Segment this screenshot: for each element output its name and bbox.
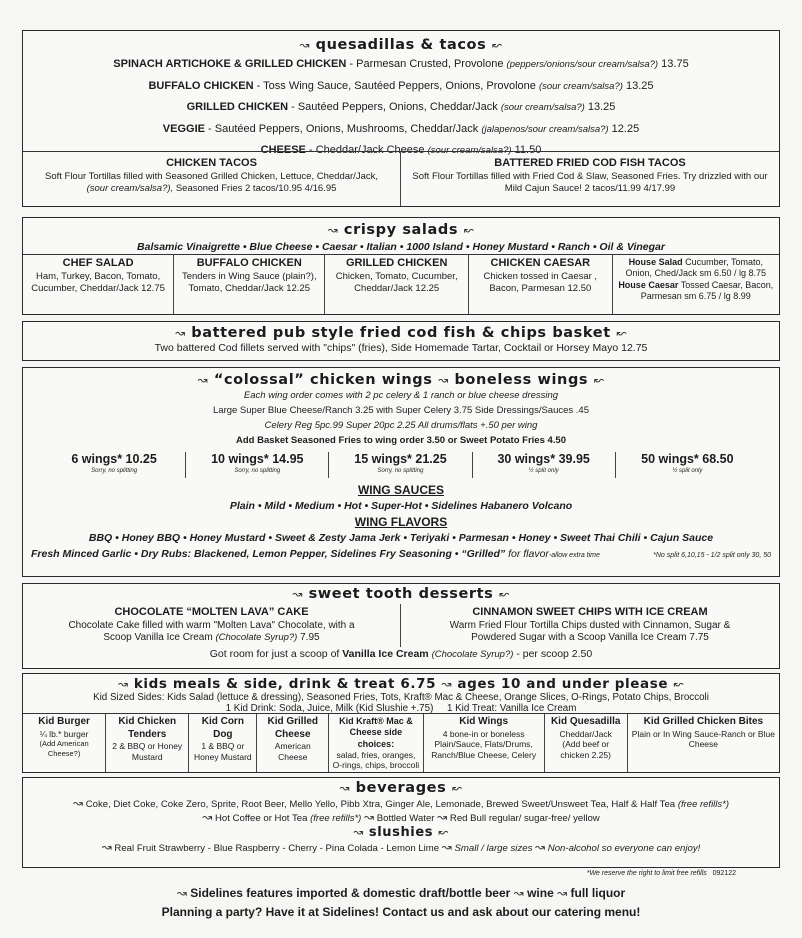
red-bull: Red Bull regular/ sugar-free/ yellow bbox=[449, 813, 600, 824]
beverages-line-2 bbox=[23, 810, 779, 824]
section-title: kids meals & side, drink & treat 6.75 bbox=[133, 676, 437, 692]
dressing-list: Balsamic Vinaigrette • Blue Cheese • Caesar • Italian • 1000 Island • Honey Mustard • Ranch • Oil & Vinegar bbox=[137, 241, 665, 253]
wing-size bbox=[473, 452, 616, 478]
beer-note: Sidelines features imported & domestic draft/bottle beer bbox=[190, 886, 511, 900]
item-price: 12.25 bbox=[611, 122, 640, 135]
ornament-icon: ↝ bbox=[437, 810, 448, 824]
scoop-line bbox=[23, 648, 779, 660]
wing-size-label: 50 wings* 68.50 bbox=[641, 452, 734, 466]
item-name: Kid Corn Dog bbox=[201, 716, 244, 740]
taco-item bbox=[401, 152, 779, 206]
ornament-icon: ↝ bbox=[176, 886, 187, 900]
item-desc: Warm Fried Flour Tortilla Chips dusted with Cinnamon, Sugar & bbox=[449, 619, 731, 631]
ornament-icon: ↜ bbox=[492, 38, 503, 52]
wing-size-note: ½ split only bbox=[672, 467, 703, 474]
ornament-icon: ↜ bbox=[499, 587, 510, 601]
item-name: BUFFALO CHICKEN bbox=[148, 79, 254, 92]
ornament-icon: ↝ bbox=[441, 677, 453, 691]
salad-item bbox=[23, 255, 174, 314]
wing-flavors-line-2 bbox=[23, 546, 779, 564]
ornament-icon: ↝ bbox=[299, 38, 310, 52]
ornament-icon: ↜ bbox=[616, 326, 628, 340]
item-name: Kid Quesadilla bbox=[550, 716, 621, 727]
hot-drinks: Hot Coffee or Hot Tea bbox=[215, 813, 308, 824]
item-note: (Add beef or chicken 2.25) bbox=[560, 739, 611, 760]
quesadillas-section bbox=[22, 30, 780, 207]
item-desc: Chocolate Cake filled with warm "Molten Lava" Chocolate, with a bbox=[68, 619, 355, 631]
item-price: Mild Cajun Sauce! 2 tacos/11.99 4/17.99 bbox=[504, 182, 676, 194]
item-desc: Sautéed Peppers, Onions, Cheddar/Jack bbox=[297, 101, 498, 113]
kid-item bbox=[189, 714, 257, 772]
section-title: “colossal” chicken wings bbox=[213, 372, 433, 388]
section-title: quesadillas & tacos bbox=[315, 37, 487, 53]
slushie-note: Non-alcohol so everyone can enjoy! bbox=[547, 843, 701, 854]
wings-heading bbox=[23, 372, 779, 388]
item-desc: Cheddar/Jack bbox=[559, 728, 612, 739]
menu-item: SPINACH ARTICHOKE & GRILLED CHICKEN - Parmesan Crusted, Provolone (peppers/onions/sour cream/salsa?) 13.75 bbox=[113, 58, 689, 70]
menu-item: GRILLED CHICKEN - Sautéed Peppers, Onions, Cheddar/Jack (sour cream/salsa?) 13.25 bbox=[186, 101, 616, 113]
kid-item bbox=[257, 714, 329, 772]
item-desc: 4 bone-in or boneless Plain/Sauce, Flats/Drums, Ranch/Blue Cheese, Celery bbox=[431, 728, 537, 760]
item-note: (Add American Cheese?) bbox=[39, 739, 89, 758]
item-desc: Tossed Caesar, Bacon, Parmesan sm 6.75 / lg 8.99 bbox=[640, 279, 774, 301]
refill-disclaimer-text: *We reserve the right to limit free refills bbox=[586, 870, 707, 877]
item-name: SPINACH ARTICHOKE & GRILLED CHICKEN bbox=[113, 58, 347, 70]
item-desc: Cheddar/Jack Cheese bbox=[315, 144, 425, 156]
item-options: (sour cream/salsa?) bbox=[500, 102, 585, 113]
house-salad bbox=[616, 257, 776, 280]
slushies-line bbox=[23, 840, 779, 854]
salads-section bbox=[22, 217, 780, 315]
item-desc: Toss Wing Sauce, Sautéed Peppers, Onions, Provolone bbox=[263, 79, 536, 92]
beverages-section bbox=[22, 777, 780, 868]
salads-heading bbox=[23, 222, 779, 238]
section-title-2: ages 10 and under please bbox=[457, 676, 669, 692]
wings-line: Celery Reg 5pc.99 Super 20pc 2.25 All drums/flats +.50 per wing bbox=[264, 420, 538, 431]
fish-heading bbox=[23, 325, 779, 341]
item-desc: Soft Flour Tortillas filled with Seasoned Grilled Chicken, Lettuce, Cheddar/Jack, bbox=[44, 170, 378, 182]
footer-line-1 bbox=[0, 884, 802, 903]
liquor-note: full liquor bbox=[570, 886, 626, 900]
item-price: Seasoned Fries 2 tacos/10.95 4/16.95 bbox=[175, 182, 337, 194]
wings-section bbox=[22, 367, 780, 577]
item-options: (Chocolate Syrup?) bbox=[215, 632, 298, 644]
item-price: 7.95 bbox=[300, 632, 320, 644]
ornament-icon: ↝ bbox=[72, 796, 84, 810]
ornament-icon: ↝ bbox=[513, 886, 524, 900]
beverages-line-1 bbox=[23, 796, 779, 810]
ornament-icon: ↜ bbox=[463, 223, 475, 237]
wing-flavors-list: BBQ • Honey BBQ • Honey Mustard • Sweet & Zesty Jama Jerk • Teriyaki • Parmesan • Honey • Sweet Thai Chili • Cajun Sauce bbox=[88, 532, 714, 544]
ornament-icon: ↜ bbox=[673, 677, 685, 691]
wing-size-note: Sorry, no splitting bbox=[234, 467, 281, 474]
bottled-water: Bottled Water bbox=[376, 813, 435, 824]
kids-row bbox=[23, 713, 779, 772]
section-title: crispy salads bbox=[343, 222, 459, 238]
ornament-icon: ↝ bbox=[197, 373, 209, 387]
wing-size bbox=[616, 452, 759, 478]
wings-line: Add Basket Seasoned Fries to wing order 3.50 or Sweet Potato Fries 4.50 bbox=[236, 435, 566, 446]
wing-sauces-heading: WING SAUCES bbox=[357, 483, 444, 497]
ornament-icon: ↜ bbox=[593, 373, 605, 387]
item-desc-text: Scoop Vanilla Ice Cream bbox=[103, 632, 213, 644]
kids-sides: Kid Sized Sides: Kids Salad (lettuce & dressing), Seasoned Fries, Tots, Kraft® Mac & Cheese, Orange Slices, O-Rings, Potato Chips, Broccoli bbox=[93, 692, 709, 703]
wing-size bbox=[43, 452, 186, 478]
wing-size-label: 30 wings* 39.95 bbox=[497, 452, 590, 466]
item-desc: American Cheese bbox=[274, 741, 311, 762]
dessert-item bbox=[401, 604, 779, 647]
item-desc: Plain or In Wing Sauce-Ranch or Blue Cheese bbox=[631, 728, 775, 750]
tacos-row bbox=[23, 151, 779, 206]
wing-sauces bbox=[23, 482, 779, 546]
menu-item: VEGGIE - Sautéed Peppers, Onions, Mushrooms, Cheddar/Jack (jalapenos/sour cream/salsa?) 12.25 bbox=[162, 122, 640, 135]
ornament-icon: ↝ bbox=[117, 677, 129, 691]
ornament-icon: ↝ bbox=[202, 810, 213, 824]
item-desc: ¼ lb.* burger bbox=[39, 728, 89, 739]
wing-sizes bbox=[43, 452, 759, 478]
item-desc: Sautéed Peppers, Onions, Mushrooms, Cheddar/Jack bbox=[214, 122, 479, 135]
house-salad-item bbox=[613, 255, 779, 314]
item-price: 13.25 bbox=[587, 101, 616, 113]
item-name: House Caesar bbox=[618, 279, 679, 290]
item-name: Kid Kraft® Mac & Cheese side choices: bbox=[339, 716, 413, 749]
item-options: (jalapenos/sour cream/salsa?) bbox=[481, 123, 609, 135]
fish-section bbox=[22, 321, 780, 361]
item-desc: Parmesan Crusted, Provolone bbox=[356, 58, 504, 70]
wings-info bbox=[23, 388, 779, 448]
desserts-heading bbox=[23, 586, 779, 602]
kid-item bbox=[545, 714, 628, 772]
item-name: CINNAMON SWEET CHIPS WITH ICE CREAM bbox=[472, 606, 708, 618]
item-name: CHEESE bbox=[260, 144, 306, 156]
wing-flavors-heading: WING FLAVORS bbox=[354, 515, 448, 529]
item-desc-2 bbox=[26, 632, 397, 645]
ornament-icon: ↜ bbox=[438, 825, 449, 839]
item-desc: Ham, Turkey, Bacon, Tomato, Cucumber, Cheddar/Jack 12.75 bbox=[31, 270, 165, 294]
item-options: (peppers/onions/sour cream/salsa?) bbox=[506, 59, 659, 70]
wing-size-label: 6 wings* 10.25 bbox=[71, 452, 157, 466]
kid-item bbox=[329, 714, 424, 772]
ornament-icon: ↝ bbox=[557, 886, 568, 900]
item-name: Kid Grilled Chicken Bites bbox=[643, 716, 764, 727]
ornament-icon: ↝ bbox=[339, 781, 350, 795]
wing-size-label: 15 wings* 21.25 bbox=[354, 452, 447, 466]
footer-line-2: Planning a party? Have it at Sidelines! Contact us and ask about our catering menu! bbox=[161, 905, 641, 919]
kids-heading bbox=[23, 676, 779, 692]
refill-note: (free refills*) bbox=[310, 813, 362, 824]
item-name: CHICKEN TACOS bbox=[166, 157, 257, 169]
menu-item: CHEESE - Cheddar/Jack Cheese (sour cream/salsa?) 11.50 bbox=[260, 144, 542, 156]
item-options: (sour cream/salsa?), bbox=[86, 182, 174, 194]
salad-item bbox=[174, 255, 325, 314]
salad-row bbox=[23, 254, 779, 314]
item-desc: Chicken, Tomato, Cucumber, Cheddar/Jack 12.25 bbox=[335, 270, 458, 294]
footer bbox=[0, 884, 802, 922]
scoop-item: Vanilla Ice Cream bbox=[342, 647, 429, 660]
scoop-options: (Chocolate Syrup?) bbox=[431, 648, 514, 660]
fish-desc: Two battered Cod fillets served with "chips" (fries), Side Homemade Tartar, Cocktail or Horsey Mayo 12.75 bbox=[154, 342, 648, 354]
ornament-icon: ↝ bbox=[438, 373, 449, 387]
item-desc: 2 & BBQ or Honey Mustard bbox=[112, 741, 183, 762]
item-name: Kid Chicken Tenders bbox=[118, 716, 177, 740]
item-desc: 1 & BBQ or Honey Mustard bbox=[194, 741, 252, 762]
item-name: CHEF SALAD bbox=[62, 257, 134, 269]
item-name: CHOCOLATE “MOLTEN LAVA” CAKE bbox=[114, 606, 309, 618]
quesadillas-heading bbox=[23, 37, 779, 53]
house-caesar bbox=[616, 280, 776, 303]
ornament-icon: ↝ bbox=[327, 223, 339, 237]
item-desc: Cucumber, Tomato, Onion, Ched/Jack sm 6.50 / lg 8.75 bbox=[625, 257, 767, 279]
item-options: (sour cream/salsa?) bbox=[538, 80, 623, 92]
item-price: 13.25 bbox=[625, 79, 654, 92]
scoop-price: - per scoop 2.50 bbox=[516, 647, 593, 660]
section-title: battered pub style fried cod fish & chips basket bbox=[191, 325, 611, 341]
ornament-icon: ↝ bbox=[174, 326, 186, 340]
section-title-2: boneless wings bbox=[454, 372, 589, 388]
wing-sauces-list: Plain • Mild • Medium • Hot • Super-Hot • Sidelines Habanero Volcano bbox=[229, 500, 573, 512]
split-note: *No split 6,10,15 - 1/2 split only 30, 50 bbox=[653, 552, 771, 559]
item-desc: salad, fries, oranges, O-rings, chips, broccoli bbox=[332, 749, 420, 771]
wings-line: Large Super Blue Cheese/Ranch 3.25 with Super Celery 3.75 Side Dressings/Sauces .45 bbox=[213, 405, 589, 416]
grilled-note-extra: -allow extra time bbox=[548, 552, 600, 559]
dessert-row bbox=[23, 604, 779, 647]
item-name: CHICKEN CAESAR bbox=[490, 257, 591, 269]
kids-section bbox=[22, 673, 780, 773]
item-desc-2 bbox=[26, 183, 397, 195]
kid-item bbox=[424, 714, 545, 772]
wing-size bbox=[329, 452, 472, 478]
kid-item bbox=[106, 714, 189, 772]
kids-drink: 1 Kid Drink: Soda, Juice, Milk (Kid Slushie +.75) bbox=[225, 703, 434, 714]
salad-item bbox=[325, 255, 469, 314]
refill-note: (free refills*) bbox=[677, 799, 730, 810]
slushie-flavors: Real Fruit Strawberry - Blue Raspberry - Cherry - Pina Colada - Lemon Lime bbox=[114, 843, 440, 854]
ornament-icon: ↝ bbox=[441, 840, 452, 854]
item-name: VEGGIE bbox=[162, 122, 205, 135]
item-price: 11.50 bbox=[514, 144, 542, 156]
menu-item: BUFFALO CHICKEN - Toss Wing Sauce, Sautéed Peppers, Onions, Provolone (sour cream/salsa?) 13.25 bbox=[148, 79, 654, 92]
ornament-icon: ↜ bbox=[452, 781, 463, 795]
kid-item bbox=[23, 714, 106, 772]
wing-size-note: ½ split only bbox=[528, 467, 559, 474]
ornament-icon: ↝ bbox=[292, 587, 303, 601]
ornament-icon: ↝ bbox=[101, 840, 112, 854]
section-title: sweet tooth desserts bbox=[308, 586, 494, 602]
beverages-list: Coke, Diet Coke, Coke Zero, Sprite, Root Beer, Mello Yello, Pibb Xtra, Ginger Ale, Lemonade, Brewed Sweet/Unsweet Tea, Half & Half Tea bbox=[85, 799, 676, 810]
desserts-section bbox=[22, 583, 780, 669]
wing-flavors-list-2: Fresh Minced Garlic • Dry Rubs: Blackened, Lemon Pepper, Sidelines Fry Seasoning • “Grilled” bbox=[31, 548, 506, 560]
wing-size bbox=[186, 452, 329, 478]
section-title: beverages bbox=[355, 780, 447, 796]
item-name: Kid Grilled Cheese bbox=[267, 716, 319, 740]
wings-line: Each wing order comes with 2 pc celery & 1 ranch or blue cheese dressing bbox=[243, 390, 559, 401]
beverages-heading bbox=[23, 780, 779, 796]
scoop-text: Got room for just a scoop of bbox=[209, 647, 340, 660]
item-name: BATTERED FRIED COD FISH TACOS bbox=[494, 157, 686, 169]
item-desc-2: Powdered Sugar with a Scoop Vanilla Ice Cream 7.75 bbox=[471, 632, 709, 644]
wing-size-note: Sorry, no splitting bbox=[377, 467, 424, 474]
item-desc: Tenders in Wing Sauce (plain?), Tomato, Cheddar/Jack 12.25 bbox=[181, 270, 317, 294]
item-desc: Soft Flour Tortillas filled with Fried Cod & Slaw, Seasoned Fries. Try drizzled with our bbox=[412, 170, 768, 182]
wing-size-label: 10 wings* 14.95 bbox=[211, 452, 304, 466]
wine-note: wine bbox=[527, 886, 554, 900]
menu-code: 092122 bbox=[712, 870, 736, 877]
item-name: House Salad bbox=[628, 257, 683, 267]
refill-disclaimer bbox=[587, 870, 736, 877]
dessert-item bbox=[23, 604, 401, 647]
grilled-note: for flavor bbox=[508, 548, 549, 560]
taco-item bbox=[23, 152, 401, 206]
item-price: 13.75 bbox=[661, 58, 689, 70]
ornament-icon: ↝ bbox=[535, 840, 546, 854]
item-desc: Chicken tossed in Caesar , Bacon, Parmesan 12.50 bbox=[483, 270, 598, 294]
quesadilla-list bbox=[23, 54, 779, 162]
section-title: slushies bbox=[368, 825, 434, 840]
wing-size-note: Sorry, no splitting bbox=[91, 467, 138, 474]
item-name: Kid Burger bbox=[38, 716, 90, 727]
item-name: BUFFALO CHICKEN bbox=[196, 257, 302, 269]
salad-item bbox=[469, 255, 613, 314]
kids-treat: 1 Kid Treat: Vanilla Ice Cream bbox=[446, 703, 577, 714]
item-name: GRILLED CHICKEN bbox=[345, 257, 448, 269]
item-name: GRILLED CHICKEN bbox=[186, 101, 289, 113]
kid-item bbox=[628, 714, 779, 772]
item-options: (sour cream/salsa?) bbox=[427, 145, 512, 156]
slushie-sizes: Small / large sizes bbox=[454, 843, 533, 854]
ornament-icon: ↝ bbox=[363, 810, 375, 824]
ornament-icon: ↝ bbox=[353, 825, 364, 839]
slushies-heading bbox=[23, 825, 779, 840]
item-name: Kid Wings bbox=[459, 716, 509, 727]
